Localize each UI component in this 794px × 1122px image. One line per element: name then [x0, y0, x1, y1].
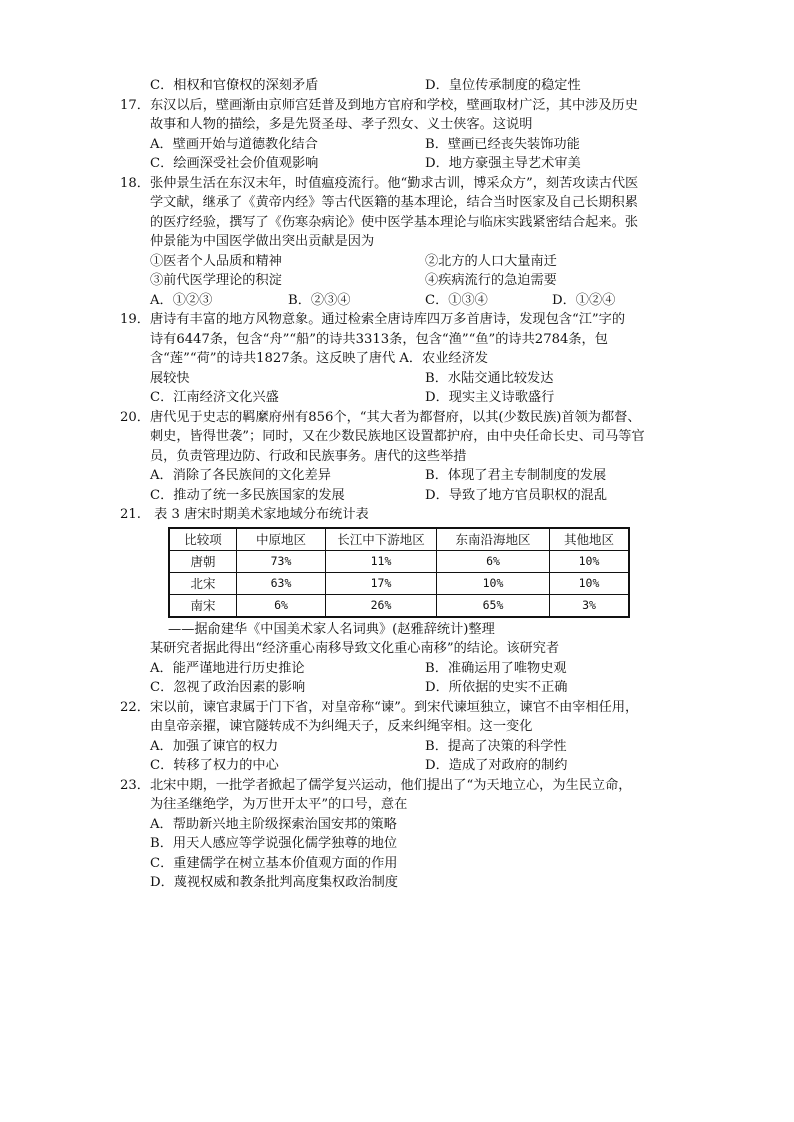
table-cell: 唐朝 — [169, 550, 237, 572]
table-cell: 10% — [550, 572, 630, 594]
table-cell: 北宋 — [169, 572, 237, 594]
q21-options-ab — [120, 659, 680, 679]
q23-stem-2: 为往圣继绝学，为万世开太平”的口号，意在 — [150, 797, 408, 812]
q18-stem-3: 的医疗经验，撰写了《伤寒杂病论》使中医学基本理论与临床实践紧密结合起来。张 — [150, 214, 638, 230]
q20-option-d: D．导致了地方官员职权的混乱 — [425, 487, 608, 503]
q16-option-d: D．皇位传承制度的稳定性 — [425, 78, 581, 93]
q19-stem-4: 展较快 — [150, 370, 190, 386]
q20-stem-2: 刺史，皆得世袭”；同时，又在少数民族地区设置都护府，由中央任命长史、司马等官 — [150, 429, 645, 444]
table-cell: 6% — [237, 594, 326, 617]
q18-item-2: ②北方的人口大量南迁 — [425, 253, 557, 269]
q18-option-b: B．②③④ — [288, 292, 351, 308]
q17-stem-2: 故事和人物的描绘，多是先贤圣母、孝子烈女、义士侠客。这说明 — [150, 117, 533, 132]
q17-option-d: D．地方豪强主导艺术审美 — [425, 156, 581, 171]
table-cell: 南宋 — [169, 594, 237, 617]
q20-stem-1: 20．唐代见于史志的羁縻府州有856个，“其大者为都督府，以其(少数民族)首领为都督、 — [120, 409, 641, 425]
q21-option-a: A．能严谨地进行历史推论 — [150, 660, 305, 676]
q17-option-b: B．壁画已经丧失装饰功能 — [425, 136, 580, 152]
table-row — [169, 550, 629, 572]
q20-options-cd — [120, 486, 680, 506]
table-row — [169, 594, 629, 617]
q18-item-4: ④疾病流行的急迫需要 — [425, 273, 557, 288]
q17-stem-1: 17．东汉以后，壁画渐由京师宫廷普及到地方官府和学校，壁画取材广泛，其中涉及历史 — [120, 97, 638, 113]
q18-option-d: D．①②④ — [552, 292, 616, 308]
q22-option-a: A．加强了谏官的权力 — [150, 738, 279, 754]
q22-option-b: B．提高了决策的科学性 — [425, 738, 567, 754]
table-row — [169, 572, 629, 594]
q18-stem-1: 18．张仲景生活在东汉末年，时值瘟疫流行。他“勤求古训，博采众方”，刻苦攻读古代医 — [120, 175, 639, 191]
q22-stem-1: 22．宋以前，谏官隶属于门下省，对皇帝称“谏”。到宋代谏垣独立，谏官不由宰相任用， — [120, 699, 639, 715]
q21-option-d: D．所依据的史实不正确 — [425, 680, 568, 695]
q18-item-3: ③前代医学理论的积淀 — [150, 273, 282, 288]
table-header-cell: 长江中下游地区 — [326, 528, 437, 551]
q22-options-cd — [120, 756, 680, 776]
q23-option-d: D．蔑视权威和教条批判高度集权政治制度 — [150, 875, 398, 890]
q19-option-b: B．水陆交通比较发达 — [425, 370, 554, 386]
q21-source: ——据俞建华《中国美术家人名词典》(赵雅辞统计)整理 — [168, 621, 495, 637]
table-cell: 3% — [550, 594, 630, 617]
table-header-row — [169, 528, 629, 551]
q22-options-ab — [120, 737, 680, 757]
table-cell: 11% — [326, 550, 437, 572]
table-cell: 73% — [237, 550, 326, 572]
q18-option-a: A．①②③ — [150, 292, 213, 308]
q18-item-1: ①医者个人品质和精神 — [150, 253, 282, 269]
table-cell: 26% — [326, 594, 437, 617]
q22-option-c: C．转移了权力的中心 — [150, 758, 279, 773]
q16-options-cd — [120, 76, 680, 96]
q23-option-a: A．帮助新兴地主阶级探索治国安邦的策略 — [150, 816, 397, 832]
q18-options — [120, 291, 680, 311]
q18-items-12 — [120, 252, 680, 272]
table-cell: 10% — [437, 572, 550, 594]
table-header-cell: 比较项 — [169, 528, 237, 551]
q21-table — [168, 527, 630, 618]
table-header-cell: 东南沿海地区 — [437, 528, 550, 551]
table-header-cell: 中原地区 — [237, 528, 326, 551]
q23-option-c: C．重建儒学在树立基本价值观方面的作用 — [150, 855, 398, 871]
q16-option-c: C．相权和官僚权的深刻矛盾 — [150, 78, 319, 93]
q22-option-d: D．造成了对政府的制约 — [425, 758, 568, 773]
q23-option-b: B．用天人感应等学说强化儒学独尊的地位 — [150, 836, 398, 851]
q17-options-cd — [120, 154, 680, 174]
table-cell: 17% — [326, 572, 437, 594]
q20-stem-3: 员，负责管理边防、行政和民族事务。唐代的这些举措 — [150, 448, 467, 464]
q22-stem-2: 由皇帝亲擢，谏官隧转成不为纠绳天子，反来纠绳宰相。这一变化 — [150, 719, 533, 734]
q19-stem-1: 19．唐诗有丰富的地方风物意象。通过检索全唐诗库四万多首唐诗，发现包含“江”字的 — [120, 312, 626, 327]
q19-option-c: C．江南经济文化兴盛 — [150, 390, 279, 405]
q18-items-34 — [120, 271, 680, 291]
q20-option-b: B．体现了君主专制制度的发展 — [425, 468, 607, 483]
exam-page — [120, 76, 680, 893]
q21-stem: 某研究者据此得出“经济重心南移导致文化重心南移”的结论。该研究者 — [150, 641, 560, 656]
q18-stem-2: 学文献，继承了《黄帝内经》等古代医籍的基本理论，结合当时医家及自己长期积累 — [150, 195, 638, 210]
q21-options-cd — [120, 678, 680, 698]
q18-stem-4: 仲景能为中国医学做出突出贡献是因为 — [150, 234, 375, 249]
table-cell: 6% — [437, 550, 550, 572]
table-cell: 10% — [550, 550, 630, 572]
q19-option-d: D．现实主义诗歌盛行 — [425, 390, 555, 405]
table-cell: 63% — [237, 572, 326, 594]
q17-options-ab — [120, 135, 680, 155]
table-cell: 65% — [437, 594, 550, 617]
q20-option-c: C．推动了统一多民族国家的发展 — [150, 487, 345, 503]
q18-option-c: C．①③④ — [425, 292, 488, 308]
q23-stem-1: 23．北宋中期，一批学者掀起了儒学复兴运动，他们提出了“为天地立心，为生民立命， — [120, 777, 632, 793]
q21-table-wrapper — [168, 527, 680, 618]
q21-option-b: B．准确运用了唯物史观 — [425, 660, 567, 676]
q20-options-ab — [120, 466, 680, 486]
q21-caption: 21. 表 3 唐宋时期美术家地域分布统计表 — [120, 507, 369, 522]
q19-stem-2: 诗有6447条，包含“舟”“船”的诗共3313条，包含“渔”“鱼”的诗共2784条，包 — [150, 331, 608, 347]
q19-stem-3: 含“莲”“荷”的诗共1827条。这反映了唐代 A．农业经济发 — [150, 351, 488, 366]
table-header-cell: 其他地区 — [550, 528, 630, 551]
q17-option-c: C．绘画深受社会价值观影响 — [150, 156, 319, 171]
q20-option-a: A．消除了各民族间的文化差异 — [150, 468, 331, 483]
q21-option-c: C．忽视了政治因素的影响 — [150, 680, 306, 695]
q19-line-ab — [120, 369, 680, 389]
q17-option-a: A．壁画开始与道德教化结合 — [150, 136, 318, 152]
q19-options-cd — [120, 388, 680, 408]
